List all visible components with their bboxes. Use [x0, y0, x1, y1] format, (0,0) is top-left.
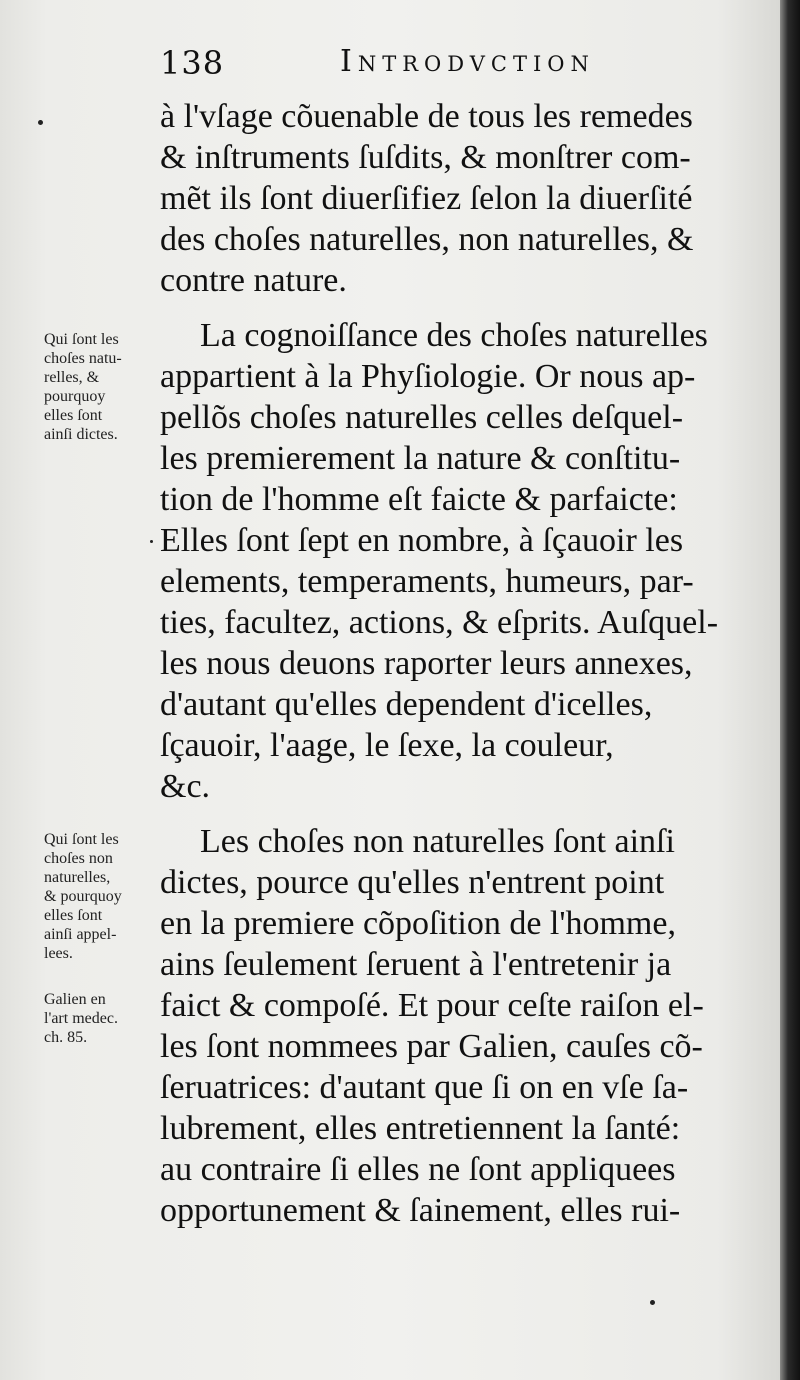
page-heading: Introdvction — [340, 44, 595, 79]
text-line: La cognoiſſance des choſes naturelles — [200, 317, 708, 354]
text-line: ains ſeulement ſeruent à l'entretenir ja — [160, 946, 672, 983]
ink-speck — [650, 1300, 655, 1305]
text-line: d'autant qu'elles dependent d'icelles, — [160, 686, 653, 723]
ink-speck — [38, 120, 43, 125]
text-line: Les choſes non naturelles ſont ainſi — [200, 823, 675, 860]
text-line: les ſont nommees par Galien, cauſes cõ- — [160, 1028, 703, 1065]
margin-note-line: ch. 85. — [44, 1029, 88, 1046]
margin-note-line: relles, & — [44, 369, 100, 386]
text-line: contre nature. — [160, 262, 347, 299]
text-line: en la premiere cõpoſition de l'homme, — [160, 905, 676, 942]
text-line: appartient à la Phyſiologie. Or nous ap- — [160, 358, 696, 395]
margin-note-line: ainſi appel- — [44, 926, 117, 943]
text-line: pellõs choſes naturelles celles deſquel- — [160, 399, 684, 436]
text-line: lubrement, elles entretiennent la ſanté: — [160, 1110, 681, 1147]
text-line: à l'vſage cõuenable de tous les remedes — [160, 98, 693, 135]
text-line: les nous deuons raporter leurs annexes, — [160, 645, 693, 682]
text-line: & inſtruments ſuſdits, & monſtrer com- — [160, 139, 691, 176]
text-line: mẽt ils ſont diuerſifiez ſelon la diuerſité — [160, 180, 693, 217]
margin-note-line: Qui ſont les — [44, 831, 119, 848]
text-line: dictes, pource qu'elles n'entrent point — [160, 864, 665, 901]
text-line: &c. — [160, 768, 211, 805]
text-line: faict & compoſé. Et pour ceſte raiſon el- — [160, 987, 704, 1024]
margin-note-natural-things — [44, 330, 162, 444]
text-line: des choſes naturelles, non naturelles, & — [160, 221, 694, 258]
margin-note-non-natural-things — [44, 830, 162, 963]
text-line: ties, facultez, actions, & eſprits. Auſquel- — [160, 604, 719, 641]
margin-note-line: Galien en — [44, 991, 106, 1008]
margin-note-line: ainſi dictes. — [44, 426, 118, 443]
text-line: ſçauoir, l'aage, le ſexe, la couleur, — [160, 727, 614, 764]
text-line: Elles ſont ſept en nombre, à ſçauoir les — [160, 522, 684, 559]
margin-note-line: pourquoy — [44, 388, 106, 405]
margin-note-line: lees. — [44, 945, 73, 962]
ink-speck — [150, 540, 153, 543]
text-line: au contraire ſi elles ne ſont appliquees — [160, 1151, 676, 1188]
page-edge-shadow — [780, 0, 800, 1380]
paragraph-1 — [160, 96, 766, 301]
margin-note-line: & pourquoy — [44, 888, 122, 905]
page-number: 138 — [160, 44, 225, 82]
text-line: opportunement & ſainement, elles rui- — [160, 1192, 681, 1229]
margin-note-line: naturelles, — [44, 869, 111, 886]
margin-note-line: l'art medec. — [44, 1010, 118, 1027]
margin-note-line: choſes non — [44, 850, 113, 867]
paragraph-3 — [160, 821, 766, 1231]
text-line: les premierement la nature & conſtitu- — [160, 440, 681, 477]
margin-note-galien-reference — [44, 990, 162, 1047]
text-line: elements, temperaments, humeurs, par- — [160, 563, 694, 600]
margin-note-line: choſes natu- — [44, 350, 122, 367]
margin-note-line: elles ſont — [44, 907, 103, 924]
running-head — [160, 44, 760, 84]
text-line: ſeruatrices: d'autant que ſi on en vſe ſa- — [160, 1069, 689, 1106]
text-line: tion de l'homme eſt faicte & parfaicte: — [160, 481, 678, 518]
body-text — [160, 96, 766, 1231]
margin-note-line: elles ſont — [44, 407, 103, 424]
margin-note-line: Qui ſont les — [44, 331, 119, 348]
paragraph-2 — [160, 315, 766, 807]
